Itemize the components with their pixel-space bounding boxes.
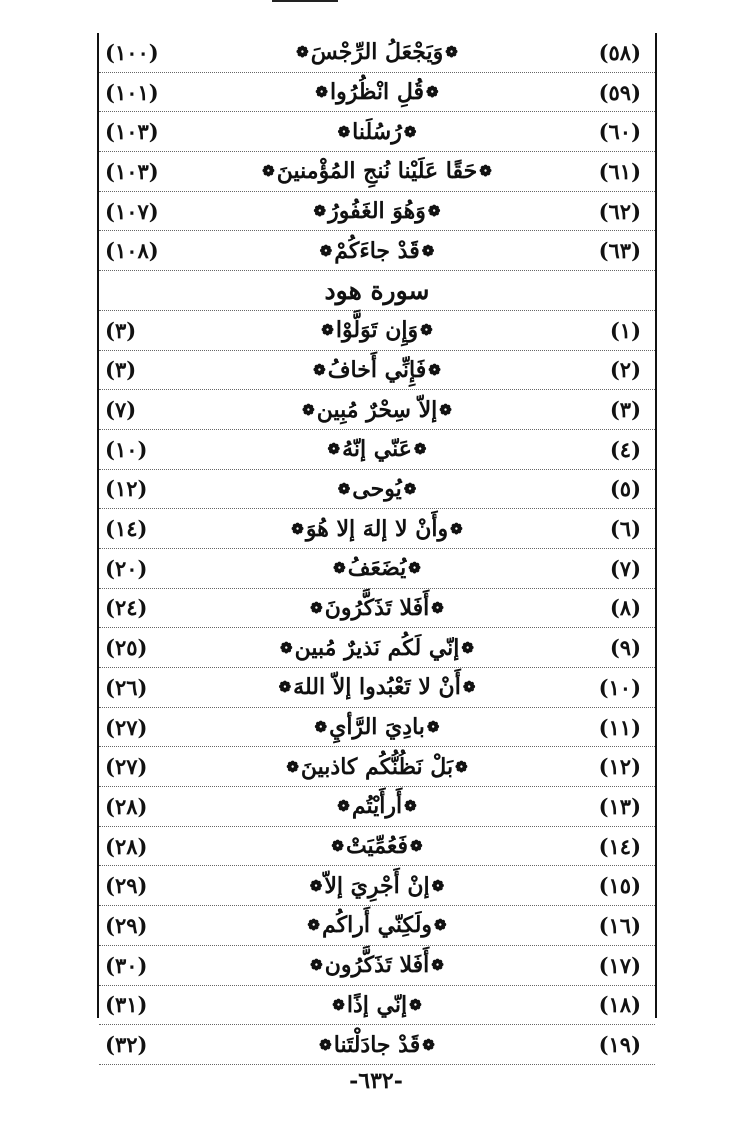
phrase-text: بادِيَ الرَّأيِ	[329, 714, 425, 741]
verse-number: (٦١)	[598, 158, 641, 184]
quranic-phrase	[312, 192, 443, 231]
surah-heading: سورة هود	[324, 275, 430, 305]
verse-number: (١٣)	[598, 793, 641, 819]
ornament-bracket-icon: ❁	[327, 440, 341, 459]
index-table	[97, 33, 657, 1058]
quranic-phrase	[329, 827, 424, 866]
page-reference: (١٠)	[105, 436, 148, 462]
quranic-phrase	[284, 747, 469, 786]
verse-number: (١٩)	[598, 1032, 641, 1058]
phrase-text: قَدْ جاءَكُمْ	[334, 237, 420, 264]
phrase-text: إنّي لَكُم نَذيرٌ مُبين	[294, 634, 460, 661]
verse-number: (١٦)	[598, 912, 641, 938]
quranic-phrase	[317, 1025, 437, 1064]
quranic-phrase	[326, 430, 429, 469]
ornament-bracket-icon: ❁	[408, 559, 421, 578]
page-reference: (١٠٨)	[105, 238, 159, 264]
table-row	[99, 668, 655, 708]
quranic-phrase	[300, 390, 454, 429]
quranic-phrase	[289, 509, 464, 548]
table-row	[99, 708, 655, 748]
verse-number: (١٥)	[598, 873, 641, 899]
phrase-text: وَإِن تَوَلَّوْا	[335, 317, 419, 344]
quranic-phrase	[335, 787, 418, 826]
table-row	[99, 827, 655, 867]
table-row	[99, 906, 655, 946]
ornament-bracket-icon: ❁	[337, 479, 351, 498]
ornament-bracket-icon: ❁	[319, 1035, 332, 1054]
page-reference: (٢٩)	[105, 873, 148, 899]
quranic-phrase	[308, 946, 446, 985]
phrase-text: أَفَلا تَذَكَّرُون	[324, 952, 430, 979]
page-number: -٦٣٢-	[349, 1068, 403, 1094]
table-row	[99, 430, 655, 470]
phrase-text: ولَكِنّي أَراكُم	[321, 912, 433, 939]
phrase-text: وأَنْ لا إلهَ إلا هُوَ	[305, 515, 449, 542]
verse-number: (٥٨)	[598, 39, 641, 65]
phrase-text: أَنْ لا تَعْبُدوا إلاّ اللهَ	[293, 674, 461, 701]
page-reference: (١٠٠)	[105, 39, 159, 65]
phrase-text: يُضَعَفُ	[347, 555, 407, 582]
phrase-text: عَنّي إنّهُ	[342, 436, 412, 463]
phrase-text: إلاّ سِحْرٌ مُبِين	[316, 396, 438, 423]
table-row	[99, 152, 655, 192]
page-reference: (٢٨)	[105, 793, 148, 819]
phrase-text: رُسُلَنا	[352, 118, 402, 145]
phrase-text: إنْ أَجْرِيَ إلاّ	[324, 872, 430, 899]
quranic-phrase	[336, 112, 419, 151]
quranic-phrase	[260, 152, 494, 191]
verse-number: (١٧)	[598, 952, 641, 978]
ornament-bracket-icon: ❁	[428, 360, 441, 379]
quranic-phrase	[311, 351, 443, 390]
ornament-bracket-icon: ❁	[310, 956, 323, 975]
table-row	[99, 231, 655, 271]
verse-number: (٦٣)	[598, 238, 641, 264]
page-reference: (٣)	[105, 317, 137, 343]
ornament-bracket-icon: ❁	[286, 757, 299, 776]
table-row	[99, 33, 655, 73]
page-reference: (١٠٣)	[105, 119, 159, 145]
ornament-bracket-icon: ❁	[302, 400, 315, 419]
quranic-phrase	[305, 906, 448, 945]
table-row	[99, 946, 655, 986]
page-reference: (٧)	[105, 397, 137, 423]
ornament-bracket-icon: ❁	[431, 598, 444, 617]
page-reference: (٢٦)	[105, 674, 148, 700]
ornament-bracket-icon: ❁	[315, 83, 328, 102]
ornament-bracket-icon: ❁	[455, 757, 468, 776]
page-reference: (١٠٣)	[105, 158, 159, 184]
table-right-border	[655, 33, 657, 1018]
table-row	[99, 470, 655, 510]
phrase-text: وَهُوَ الغَفُورُ	[328, 198, 426, 225]
table-row	[99, 509, 655, 549]
quranic-phrase	[331, 549, 423, 588]
ornament-bracket-icon: ❁	[278, 678, 292, 697]
verse-number: (٥)	[609, 476, 641, 502]
table-row	[99, 192, 655, 232]
verse-number: (٨)	[609, 595, 641, 621]
page-reference: (١٠٧)	[105, 198, 159, 224]
phrase-text: أَفَلا تَذَكَّرُونَ	[324, 594, 430, 621]
ornament-bracket-icon: ❁	[422, 1035, 435, 1054]
quranic-phrase	[277, 668, 478, 707]
ornament-bracket-icon: ❁	[313, 360, 326, 379]
verse-number: (١٨)	[598, 992, 641, 1018]
page-reference: (٢٧)	[105, 714, 148, 740]
quranic-phrase	[318, 231, 437, 270]
verse-number: (٧)	[609, 555, 641, 581]
quranic-phrase	[308, 866, 446, 905]
phrase-text: فَإِنِّي أَخافُ	[327, 356, 427, 383]
quranic-phrase	[319, 311, 434, 350]
ornament-bracket-icon: ❁	[309, 876, 323, 895]
table-row	[99, 866, 655, 906]
ornament-bracket-icon: ❁	[434, 916, 447, 935]
table-row	[99, 1025, 655, 1065]
verse-number: (١٤)	[598, 833, 641, 859]
table-row	[99, 73, 655, 113]
verse-number: (٣)	[609, 397, 641, 423]
page-reference: (٣٢)	[105, 1032, 148, 1058]
phrase-text: بَلْ نَظُنُّكُم كاذبينَ	[300, 753, 454, 780]
ornament-bracket-icon: ❁	[462, 678, 476, 697]
quranic-phrase	[313, 73, 440, 112]
table-rows	[99, 33, 655, 1065]
top-rule	[272, 0, 338, 2]
ornament-bracket-icon: ❁	[439, 400, 452, 419]
ornament-bracket-icon: ❁	[332, 995, 345, 1014]
verse-number: (٦)	[609, 516, 641, 542]
ornament-bracket-icon: ❁	[431, 876, 445, 895]
ornament-bracket-icon: ❁	[431, 956, 444, 975]
table-row	[99, 787, 655, 827]
phrase-text: قُلِ انْظُرُوا	[330, 79, 424, 106]
ornament-bracket-icon: ❁	[337, 797, 350, 816]
ornament-bracket-icon: ❁	[426, 718, 440, 737]
ornament-bracket-icon: ❁	[403, 122, 417, 141]
ornament-bracket-icon: ❁	[291, 519, 304, 538]
table-row	[99, 311, 655, 351]
page-reference: (٣٠)	[105, 952, 148, 978]
quranic-phrase	[308, 589, 446, 628]
phrase-text: يُوحى	[352, 475, 402, 502]
ornament-bracket-icon: ❁	[262, 162, 275, 181]
verse-number: (٢)	[609, 357, 641, 383]
verse-number: (٥٩)	[598, 79, 641, 105]
verse-number: (٦٢)	[598, 198, 641, 224]
ornament-bracket-icon: ❁	[314, 718, 328, 737]
ornament-bracket-icon: ❁	[413, 440, 427, 459]
page-reference: (٢٧)	[105, 754, 148, 780]
phrase-text: قَدْ جادَلْتَنا	[333, 1031, 421, 1058]
ornament-bracket-icon: ❁	[321, 321, 334, 340]
quranic-phrase	[278, 628, 476, 667]
ornament-bracket-icon: ❁	[310, 598, 323, 617]
page-reference: (١٤)	[105, 516, 148, 542]
ornament-bracket-icon: ❁	[409, 995, 422, 1014]
table-row	[99, 589, 655, 629]
ornament-bracket-icon: ❁	[337, 122, 351, 141]
table-row	[99, 986, 655, 1026]
ornament-bracket-icon: ❁	[403, 479, 417, 498]
ornament-bracket-icon: ❁	[461, 638, 474, 657]
ornament-bracket-icon: ❁	[296, 43, 309, 62]
ornament-bracket-icon: ❁	[426, 83, 439, 102]
verse-number: (١١)	[598, 714, 641, 740]
verse-number: (١)	[609, 317, 641, 343]
verse-number: (١٠)	[598, 674, 641, 700]
table-row	[99, 351, 655, 391]
quranic-phrase	[294, 33, 460, 72]
ornament-bracket-icon: ❁	[420, 321, 433, 340]
page-reference: (٢٨)	[105, 833, 148, 859]
quranic-phrase	[330, 986, 423, 1025]
ornament-bracket-icon: ❁	[479, 162, 492, 181]
page-reference: (٢٩)	[105, 912, 148, 938]
table-row	[99, 747, 655, 787]
phrase-text: حَقًا عَلَيْنا نُنجِ المُؤْمنينَ	[276, 158, 478, 185]
phrase-text: أَرأَيْتُم	[351, 793, 403, 820]
ornament-bracket-icon: ❁	[319, 241, 333, 260]
verse-number: (٦٠)	[598, 119, 641, 145]
page-reference: (٢٥)	[105, 635, 148, 661]
ornament-bracket-icon: ❁	[450, 519, 463, 538]
ornament-bracket-icon: ❁	[333, 559, 346, 578]
verse-number: (٩)	[609, 635, 641, 661]
table-row	[99, 628, 655, 668]
page-reference: (٣)	[105, 357, 137, 383]
table-row	[99, 112, 655, 152]
ornament-bracket-icon: ❁	[280, 638, 293, 657]
ornament-bracket-icon: ❁	[410, 837, 423, 856]
phrase-text: وَيَجْعَلُ الرِّجْسَ	[310, 39, 444, 66]
verse-number: (١٢)	[598, 754, 641, 780]
table-row	[99, 390, 655, 430]
ornament-bracket-icon: ❁	[421, 241, 435, 260]
page-reference: (٢٤)	[105, 595, 148, 621]
surah-heading-row	[99, 271, 655, 311]
page-reference: (٢٠)	[105, 555, 148, 581]
page-reference: (١٠١)	[105, 79, 159, 105]
ornament-bracket-icon: ❁	[331, 837, 344, 856]
verse-number: (٤)	[609, 436, 641, 462]
table-row	[99, 549, 655, 589]
quranic-phrase	[336, 470, 419, 509]
phrase-text: فَعُمِّيَتْ	[345, 833, 409, 860]
ornament-bracket-icon: ❁	[313, 202, 327, 221]
phrase-text: إنّي إذًا	[346, 991, 408, 1018]
page-reference: (٣١)	[105, 992, 148, 1018]
ornament-bracket-icon: ❁	[307, 916, 320, 935]
quranic-phrase	[313, 708, 442, 747]
ornament-bracket-icon: ❁	[445, 43, 458, 62]
ornament-bracket-icon: ❁	[404, 797, 417, 816]
ornament-bracket-icon: ❁	[427, 202, 441, 221]
page-reference: (١٢)	[105, 476, 148, 502]
